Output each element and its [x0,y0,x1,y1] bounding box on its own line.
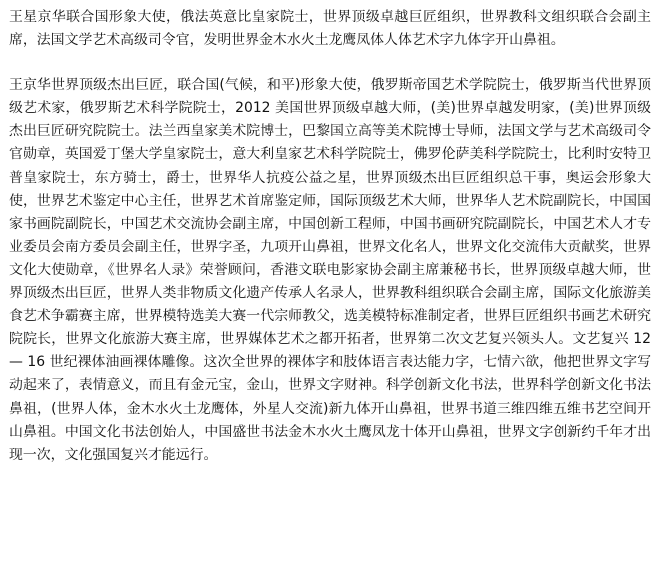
biography-paragraph: 王京华世界顶级杰出巨匠，联合国(气候，和平)形象大使，俄罗斯帝国艺术学院院士，俄罗斯当代世界顶级艺术家，俄罗斯艺术科学院院士，2012 美国世界顶级卓越大师，(美)世界卓越发明家，(美)世界顶级杰出巨匠研究院院士。法兰西皇家美术院博士，巴黎国立高等美术院博士导师，法国文学与艺术高级司令官勋章，英国爱丁堡大学皇家院士，意大利皇家艺术科学院院士，佛罗伦萨美科学院院士，比利时安特卫普皇家院士，东方骑士，爵士，世界华人抗疫公益之星，世界顶级杰出巨匠组织总干事，奥运会形象大使，世界艺术鉴定中心主任，世界艺术首席鉴定师，国际顶级艺术大师，世界华人艺术院副院长，中国国家书画院副院长，中国艺术交流协会副主席，中国创新工程师，中国书画研究院副院长，中国艺术人才专业委员会南方委员会副主任，世界字圣，九项开山鼻祖，世界文化名人，世界文化交流伟大贡献奖，世界文化大使勋章，《世界名人录》荣誉顾问，香港文联电影家协会副主席兼秘书长，世界顶级卓越大师，世界顶级杰出巨匠，世界人类非物质文化遗产传承人名录人，世界教科组织联合会副主席，国际文化旅游美食艺术争霸赛主席，世界模特选美大赛一代宗师教父，选美模特标准制定者，世界巨匠组织书画艺术研究院院长，世界文化旅游大赛主席，世界媒体艺术之都开拓者，世界第二次文艺复兴领头人。文艺复兴 12 — 16 世纪裸体油画裸体雕像。这次全世界的裸体字和肢体语言表达能力字，七情六欲，他把世界文字写动起来了，表情意义，而且有金元宝，金山，世界文字财神。科学创新文化书法，世界科学创新文化书法鼻祖，(世界人体，金木水火土龙鹰体，外星人交流)新九体开山鼻祖，世界书道三维四维五维书艺空间开山鼻祖。中国文化书法创始人，中国盛世书法金木水火土鹰凤龙十体开山鼻祖，世界文字创新约千年才出现一次，文化强国复兴才能远行。 [9,77,651,463]
paragraph-gap [9,52,651,74]
intro-paragraph: 王星京华联合国形象大使，俄法英意比皇家院士，世界顶级卓越巨匠组织，世界教科文组织联合会副主席，法国文学艺术高级司令官，发明世界金木水火土龙鹰凤体人体艺术字九体字开山鼻祖。 [9,9,651,49]
